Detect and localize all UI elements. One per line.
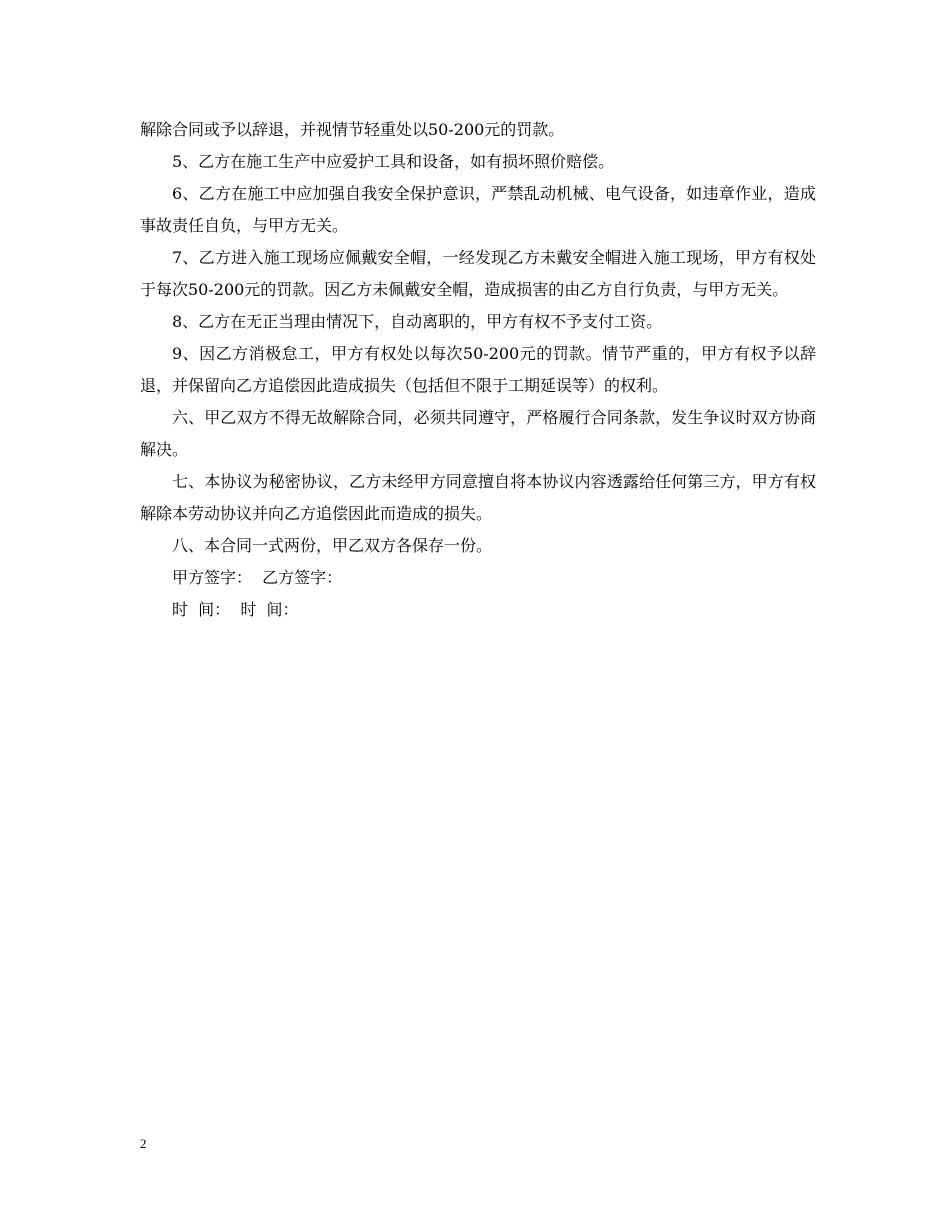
article-7: 七、本协议为秘密协议，乙方未经甲方同意擅自将本协议内容透露给任何第三方，甲方有权解除本劳动协议并向乙方追偿因此而造成的损失。 (140, 472, 816, 523)
clause-5: 5、乙方在施工生产中应爱护工具和设备，如有损坏照价赔偿。 (172, 152, 615, 171)
time-line: 时 间： 时 间： (172, 600, 299, 619)
clause-6: 6、乙方在施工中应加强自我安全保护意识，严禁乱动机械、电气设备，如违章作业，造成事故责任自负，与甲方无关。 (140, 184, 816, 235)
document-body (140, 114, 816, 626)
signature-line: 甲方签字： 乙方签字： (172, 568, 343, 587)
paragraph-continuation: 解除合同或予以辞退，并视情节轻重处以50-200元的罚款。 (140, 120, 565, 139)
clause-8: 8、乙方在无正当理由情况下，自动离职的，甲方有权不予支付工资。 (172, 312, 663, 331)
article-6: 六、甲乙双方不得无故解除合同，必须共同遵守，严格履行合同条款，发生争议时双方协商解决。 (140, 408, 816, 459)
clause-7: 7、乙方进入施工现场应佩戴安全帽，一经发现乙方未戴安全帽进入施工现场，甲方有权处于每次50-200元的罚款。因乙方未佩戴安全帽，造成损害的由乙方自行负责，与甲方无关。 (140, 248, 816, 299)
page-number: 2 (140, 1136, 147, 1151)
clause-9: 9、因乙方消极怠工，甲方有权处以每次50-200元的罚款。情节严重的，甲方有权予以辞退，并保留向乙方追偿因此造成损失（包括但不限于工期延误等）的权利。 (140, 344, 816, 395)
article-8: 八、本合同一式两份，甲乙双方各保存一份。 (172, 536, 493, 555)
